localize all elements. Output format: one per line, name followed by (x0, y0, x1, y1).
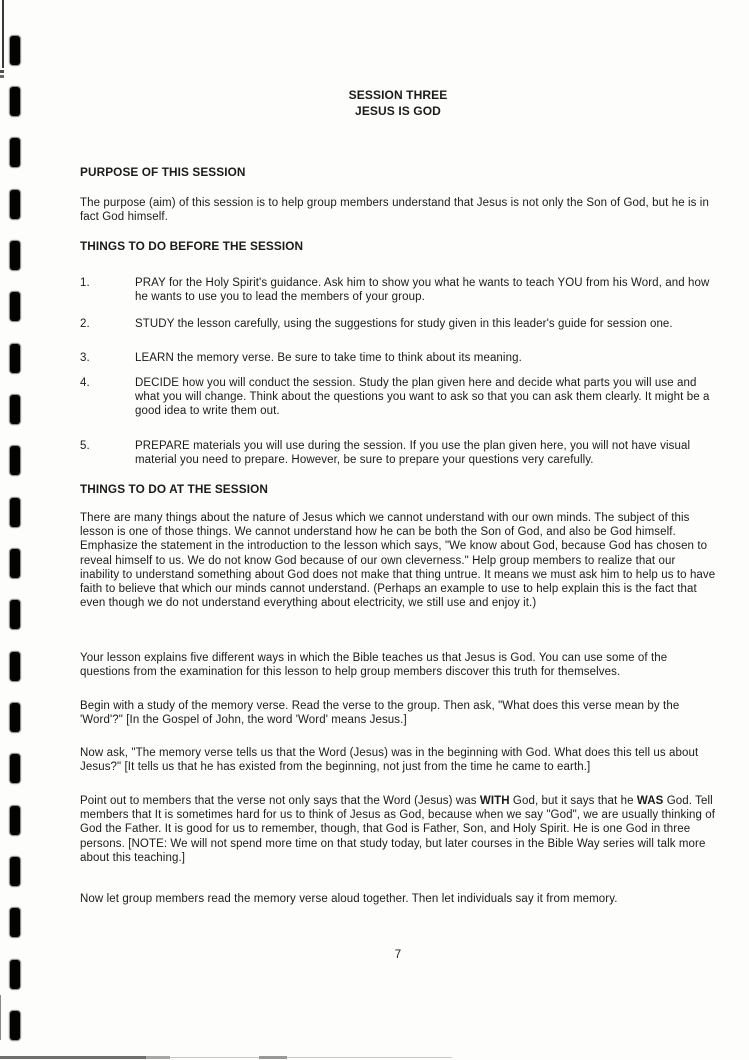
binding-hole-mark (10, 754, 20, 783)
list-item-text: PRAY for the Holy Spirit's guidance. Ask him to show you what he wants to teach YOU from his Word, and how he wants to use you to lead the members of your group. (135, 277, 710, 304)
binding-hole-mark (10, 549, 20, 578)
scan-bottom-shadow (0, 1056, 146, 1059)
scan-edge-tick (0, 70, 4, 73)
point-out-seg2: God, but it says that he (509, 795, 637, 807)
list-item-number: 1. (80, 277, 90, 289)
binding-hole-mark (10, 857, 20, 886)
list-item-text: DECIDE how you will conduct the session. Study the plan given here and decide what parts you will use and what you will change. Think about the questions you want to ask so that you can ask them clearly. It might be a good idea to write them out. (135, 377, 710, 418)
list-item-number: 5. (80, 440, 90, 452)
binding-hole-mark (10, 908, 20, 937)
paragraph-point-out (80, 794, 716, 865)
section-heading-purpose: PURPOSE OF THIS SESSION (80, 165, 246, 179)
binding-hole-mark (10, 446, 20, 475)
binding-hole-mark (10, 960, 20, 989)
title-line-1: SESSION THREE (348, 88, 448, 102)
document-title (80, 88, 716, 119)
list-item (80, 317, 716, 331)
scan-edge-line-bottom (0, 995, 1, 1040)
section-heading-before: THINGS TO DO BEFORE THE SESSION (80, 239, 304, 253)
binding-hole-mark (10, 241, 20, 270)
binding-hole-mark (10, 344, 20, 373)
binding-hole-mark (10, 600, 20, 629)
list-item (80, 376, 716, 419)
list-item (80, 276, 716, 304)
binding-hole-mark (10, 190, 20, 219)
binding-hole-mark (10, 138, 20, 167)
scan-bottom-shadow (146, 1056, 170, 1059)
paragraph-now-let: Now let group members read the memory verse aloud together. Then let individuals say it from memory. (80, 893, 618, 905)
scan-bottom-shadow (259, 1056, 287, 1059)
scan-edge-line (2, 0, 4, 68)
paragraph-nature-of-jesus: There are many things about the nature of Jesus which we cannot understand with our own minds. The subject of this lesson is one of those things. We cannot understand how he can be both the Son of God, and also be God himself. Emphasize the statement in the introduction to the lesson which says, "We know about God, because God has chosen to reveal himself to us. We do not know God because of our own cleverness." Help group members to realize that our inability to understand something about God does not make that thing untrue. It means we must ask him to help us to have faith to believe that which our minds cannot understand. (Perhaps an example to use to help explain this is the fact that even though we do not understand everything about electricity, we still use and enjoy it.) (80, 512, 716, 610)
point-out-seg3: God. Tell members that It is sometimes hard for us to think of Jesus as God, because when we say "God", we are usually thinking of God the Father. It is good for us to remember, though, that God is Father, Son, and Holy Spirit. He is one God in three persons. [NOTE: We will not spend more time on that study today, but later courses in the Bible Way series will talk more about this teaching.] (80, 795, 716, 864)
list-item-text: STUDY the lesson carefully, using the suggestions for study given in this leader's guide for session one. (135, 318, 673, 330)
section-heading-at-session: THINGS TO DO AT THE SESSION (80, 482, 268, 496)
list-item-text: LEARN the memory verse. Be sure to take time to think about its meaning. (135, 352, 522, 364)
list-item (80, 439, 716, 467)
paragraph-five-ways: Your lesson explains five different ways in which the Bible teaches us that Jesus is God. You can use some of the questions from the examination for this lesson to help group members discover this truth for themselves. (80, 652, 668, 679)
list-item (80, 351, 716, 365)
purpose-paragraph: The purpose (aim) of this session is to help group members understand that Jesus is not only the Son of God, but he is in fact God himself. (80, 197, 709, 224)
binding-hole-mark (10, 703, 20, 732)
binding-hole-mark (10, 292, 20, 321)
binding-hole-mark (10, 498, 20, 527)
point-out-bold-was: WAS (636, 795, 664, 807)
title-line-2: JESUS IS GOD (355, 103, 441, 118)
list-item-number: 2. (80, 318, 90, 330)
point-out-seg1: Point out to members that the verse not only says that the Word (Jesus) was (80, 795, 480, 807)
binding-hole-mark (10, 806, 20, 835)
paragraph-begin-memory-verse: Begin with a study of the memory verse. Read the verse to the group. Then ask, "What does this verse mean by the 'Word'?" [In the Gospel of John, the word 'Word' means Jesus.] (80, 700, 680, 727)
paragraph-now-ask: Now ask, "The memory verse tells us that the Word (Jesus) was in the beginning with God. What does this tell us about Jesus?" [It tells us that he has existed from the beginning, not just from the time he came to earth.] (80, 747, 699, 774)
list-item-number: 3. (80, 352, 90, 364)
page-number: 7 (394, 949, 402, 961)
point-out-bold-with: WITH (479, 795, 510, 807)
binding-hole-mark (10, 87, 20, 116)
list-item-number: 4. (80, 377, 90, 389)
binding-hole-mark (10, 395, 20, 424)
binding-hole-mark (10, 652, 20, 681)
binding-hole-mark (10, 36, 20, 65)
binding-hole-mark (10, 1011, 20, 1040)
list-item-text: PREPARE materials you will use during the session. If you use the plan given here, you will not have visual material you need to prepare. However, be sure to prepare your questions very carefully. (135, 440, 691, 467)
